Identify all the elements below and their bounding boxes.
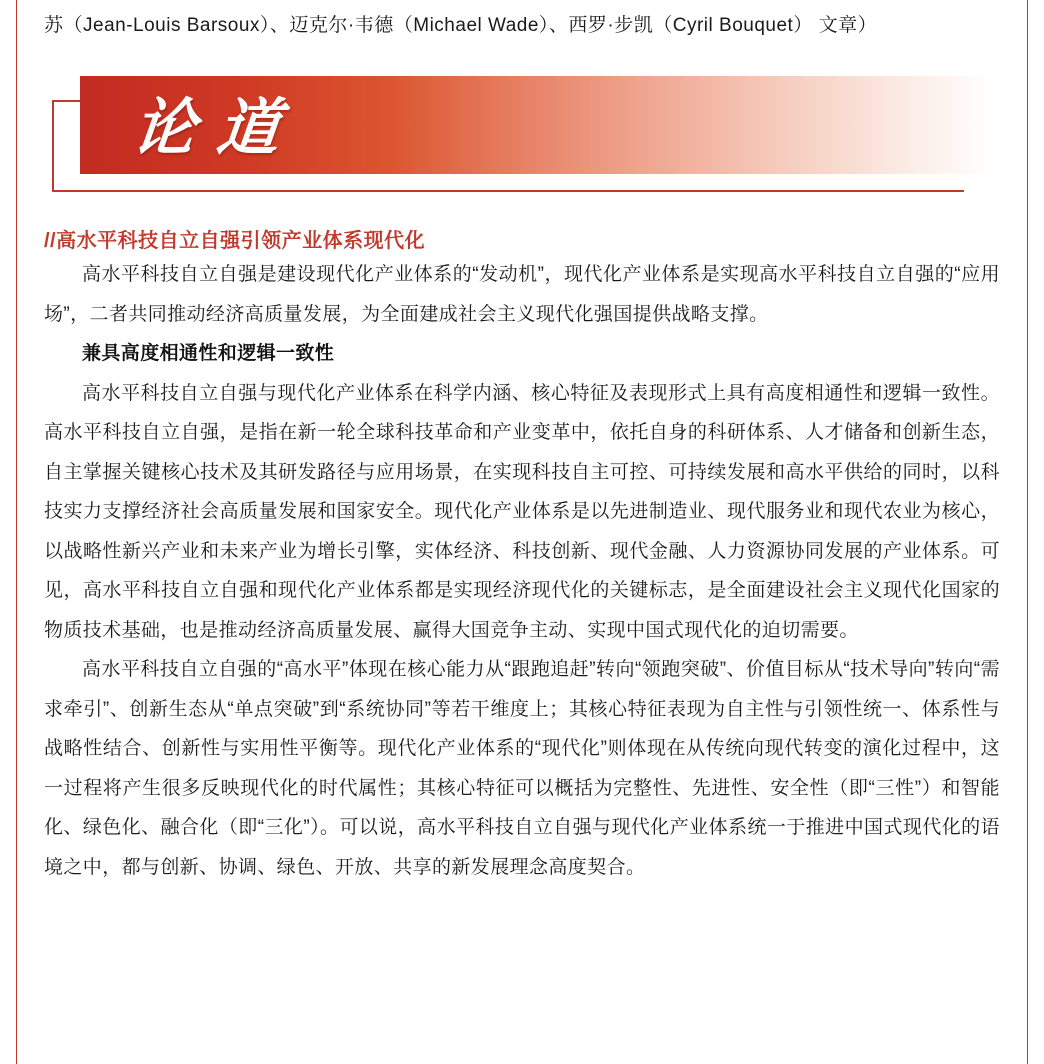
banner-title: 论道 [129,91,306,164]
section-heading-text: 高水平科技自立自强引领产业体系现代化 [56,230,426,252]
page-content [44,0,1000,1064]
section-intro-paragraph: 高水平科技自立自强是建设现代化产业体系的“发动机”，现代化产业体系是实现高水平科技自立自强的“应用场”，二者共同推动经济高质量发展，为全面建成社会主义现代化强国提供战略支撑。 [44,264,1000,325]
section-heading-slashes: // [44,230,57,252]
body-paragraph-2: 高水平科技自立自强的“高水平”体现在核心能力从“跟跑追赶”转向“领跑突破”、价值目标从“技术导向”转向“需求牵引”、创新生态从“单点突破”到“系统协同”等若干维度上；其核心特征表现为自主性与引领性统一、体系性与战略性结合、创新性与实用性平衡等。现代化产业体系的“现代化”则体现在从传统向现代转变的演化过程中，这一过程将产生很多反映现代化的时代属性；其核心特征可以概括为完整性、先进性、安全性（即“三性”）和智能化、绿色化、融合化（即“三化”）。可以说，高水平科技自立自强与现代化产业体系统一于推进中国式现代化的语境之中，都与创新、协调、绿色、开放、共享的新发展理念高度契合。 [44,659,1000,878]
right-margin-rule [1027,0,1028,1064]
lead-paragraph: 苏（Jean-Louis Barsoux）、迈克尔·韦德（Michael Wade）、西罗·步凯（Cyril Bouquet） 文章） [44,15,878,36]
body-paragraph-1: 高水平科技自立自强与现代化产业体系在科学内涵、核心特征及表现形式上具有高度相通性和逻辑一致性。高水平科技自立自强，是指在新一轮全球科技革命和产业变革中，依托自身的科研体系、人才储备和创新生态，自主掌握关键核心技术及其研发路径与应用场景，在实现科技自主可控、可持续发展和高水平供给的同时，以科技实力支撑经济社会高质量发展和国家安全。现代化产业体系是以先进制造业、现代服务业和现代农业为核心，以战略性新兴产业和未来产业为增长引擎，实体经济、科技创新、现代金融、人力资源协同发展的产业体系。可见，高水平科技自立自强和现代化产业体系都是实现经济现代化的关键标志，是全面建设社会主义现代化国家的物质技术基础，也是推动经济高质量发展、赢得大国竞争主动、实现中国式现代化的迫切需要。 [44,382,1000,641]
subsection-heading: 兼具高度相通性和逻辑一致性 [82,343,335,364]
section-heading [44,224,1000,253]
section-banner [44,64,1000,214]
left-margin-rule [16,0,17,1064]
